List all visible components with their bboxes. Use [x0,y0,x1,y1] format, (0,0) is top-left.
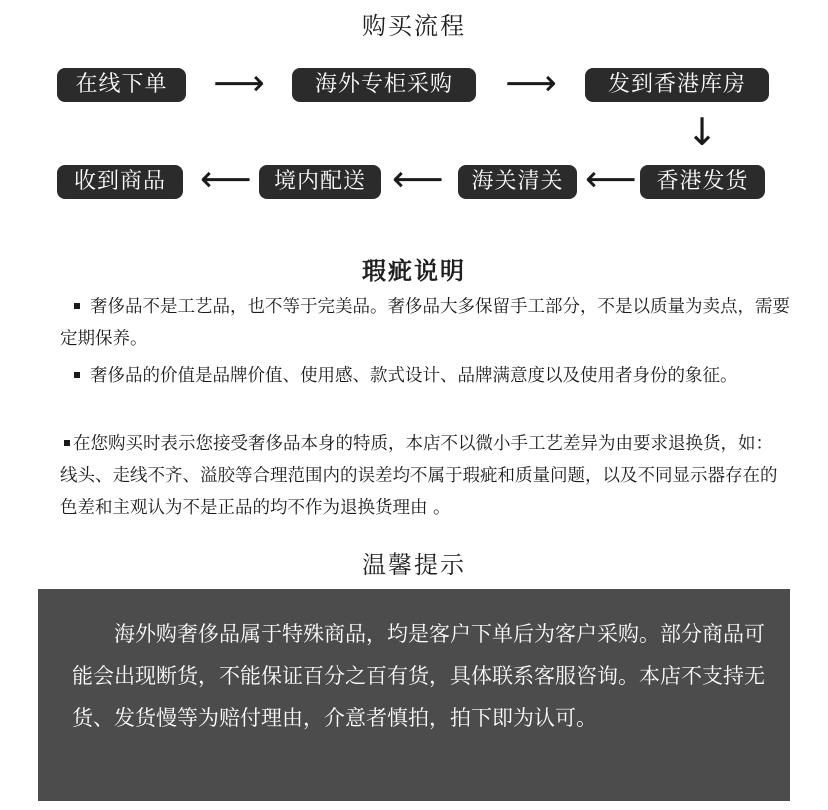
arrow-down-icon: ↓ [686,110,718,154]
arrow-left-icon: ⟵ [200,159,252,200]
step-customs-clearance: 海关清关 [458,165,577,199]
flaw-paragraph [60,291,790,355]
bullet-icon [64,440,70,446]
arrow-right-icon: ⟶ [505,63,557,104]
arrow-left-icon: ⟵ [392,159,444,200]
tips-text: 海外购奢侈品属于特殊商品，均是客户下单后为客户采购。部分商品可能会出现断货，不能保证百分之百有货，具体联系客服咨询。本店不支持无货、发货慢等为赔付理由，介意者慎拍，拍下即为认可。 [72,622,765,730]
step-online-order: 在线下单 [57,68,186,102]
flaw-paragraph-text: 奢侈品的价值是品牌价值、使用感、款式设计、品牌满意度以及使用者身份的象征。 [90,366,738,386]
step-domestic-delivery: 境内配送 [259,165,381,199]
process-title: 购买流程 [362,12,466,40]
tips-title: 温馨提示 [362,551,466,579]
step-goods-received: 收到商品 [57,165,183,199]
flaw-paragraph-text: 在您购买时表示您接受奢侈品本身的特质，本店不以微小手工艺差异为由要求退换货，如：线头、走线不齐、溢胶等合理范围内的误差均不属于瑕疵和质量问题，以及不同显示器存在的色差和主观认为不是正品的均不作为退换货理由 。 [60,434,778,518]
tips-box [38,589,790,801]
bullet-icon [74,372,80,378]
step-to-hk-warehouse: 发到香港库房 [585,68,769,102]
flaw-paragraph-text: 奢侈品不是工艺品，也不等于完美品。奢侈品大多保留手工部分，不是以质量为卖点，需要定期保养。 [60,297,790,349]
bullet-icon [74,303,80,309]
arrow-right-icon: ⟶ [213,63,265,104]
flaw-paragraph [60,360,790,392]
step-hk-shipping: 香港发货 [640,165,765,199]
step-overseas-purchase: 海外专柜采购 [292,68,476,102]
arrow-left-icon: ⟵ [585,159,637,200]
flaw-title: 瑕疵说明 [362,257,466,285]
flaw-paragraph [60,428,790,524]
